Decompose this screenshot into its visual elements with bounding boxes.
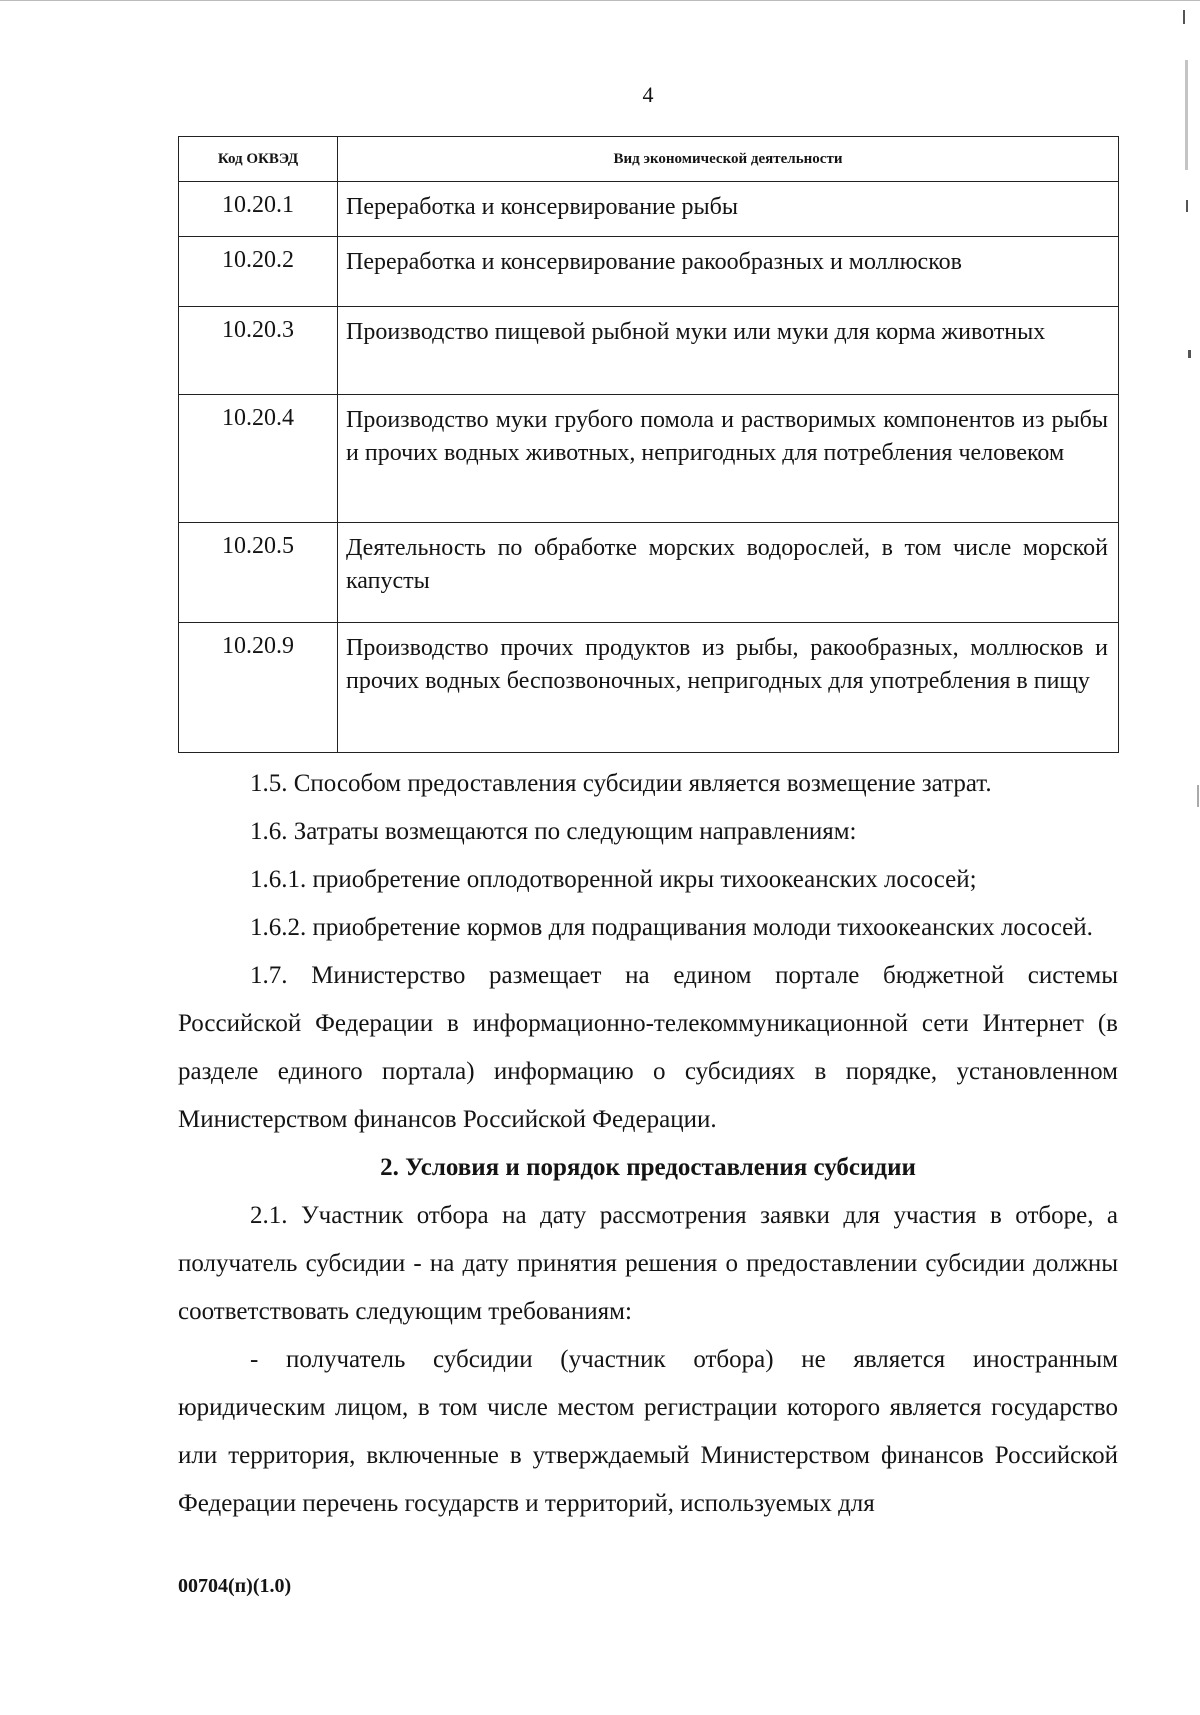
okved-table xyxy=(178,136,1119,753)
activity-description: Переработка и консервирование рыбы xyxy=(338,182,1119,237)
activity-description: Производство пищевой рыбной муки или муки для корма животных xyxy=(338,307,1119,395)
paragraph-1-6: 1.6. Затраты возмещаются по следующим направлениям: xyxy=(250,818,857,845)
paragraph-1-6-2: 1.6.2. приобретение кормов для подращивания молоди тихоокеанских лососей. xyxy=(250,914,1093,941)
scan-artifact xyxy=(0,0,1200,1)
okved-code: 10.20.3 xyxy=(179,307,338,395)
okved-code: 10.20.9 xyxy=(179,623,338,753)
scan-artifact xyxy=(1185,60,1188,170)
activity-description: Переработка и консервирование ракообразных и моллюсков xyxy=(338,237,1119,307)
paragraph-2-1: 2.1. Участник отбора на дату рассмотрения заявки для участия в отборе, а получатель субсидии - на дату принятия решения о предоставлении субсидии должны соответствовать следующим требованиям: xyxy=(178,1202,1118,1325)
okved-code: 10.20.5 xyxy=(179,523,338,623)
page-number: 4 xyxy=(642,82,654,107)
paragraph-1-5: 1.5. Способом предоставления субсидии является возмещение затрат. xyxy=(250,770,992,797)
okved-code: 10.20.1 xyxy=(179,182,338,237)
header-activity: Вид экономической деятельности xyxy=(338,137,1119,182)
scan-artifact xyxy=(1183,10,1185,24)
document-code: 00704(п)(1.0) xyxy=(178,1575,292,1597)
document-body xyxy=(178,760,1118,1528)
table-header-row xyxy=(179,137,1119,182)
table-row xyxy=(179,523,1119,623)
paragraph-1-7: 1.7. Министерство размещает на едином портале бюджетной системы Российской Федерации в информационно-телекоммуникационной сети Интернет (в разделе единого портала) информацию о субсидиях в порядке, установленном Министерством финансов Российской Федерации. xyxy=(178,962,1118,1133)
scan-artifact xyxy=(1197,785,1199,807)
paragraph-2-1-requirement: - получатель субсидии (участник отбора) не является иностранным юридическим лицом, в том числе местом регистрации которого является государство или территория, включенные в утверждаемый Министерством финансов Российской Федерации перечень государств и территорий, используемых для xyxy=(178,1346,1118,1517)
table-row xyxy=(179,623,1119,753)
activity-description: Производство муки грубого помола и растворимых компонентов из рыбы и прочих водных животных, непригодных для потребления человеком xyxy=(338,395,1119,523)
header-code: Код ОКВЭД xyxy=(179,137,338,182)
activity-description: Производство прочих продуктов из рыбы, ракообразных, моллюсков и прочих водных беспозвоночных, непригодных для употребления в пищу xyxy=(338,623,1119,753)
activity-description: Деятельность по обработке морских водорослей, в том числе морской капусты xyxy=(338,523,1119,623)
okved-code: 10.20.4 xyxy=(179,395,338,523)
section-2-heading: 2. Условия и порядок предоставления субсидии xyxy=(380,1154,916,1181)
paragraph-1-6-1: 1.6.1. приобретение оплодотворенной икры тихоокеанских лососей; xyxy=(250,866,977,893)
okved-code: 10.20.2 xyxy=(179,237,338,307)
table-row xyxy=(179,307,1119,395)
scan-artifact xyxy=(1186,200,1188,212)
table-row xyxy=(179,182,1119,237)
table-row xyxy=(179,395,1119,523)
table-row xyxy=(179,237,1119,307)
scan-artifact xyxy=(1188,350,1191,358)
